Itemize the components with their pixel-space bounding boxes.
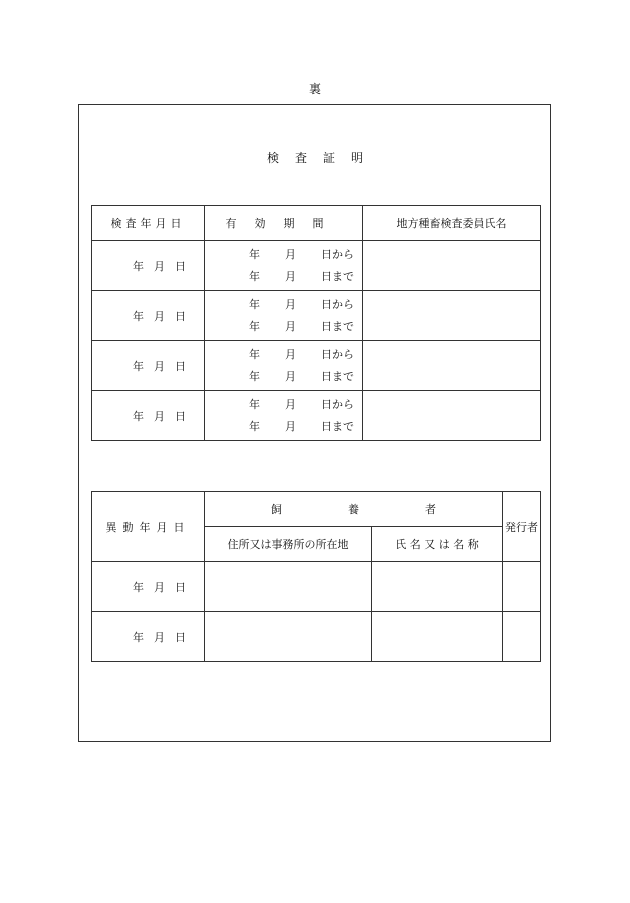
period-from-line: 年 月 日から (249, 347, 354, 361)
transfer-row (92, 612, 541, 662)
transfer-date-cell[interactable]: 年月日 (92, 562, 205, 612)
issuer-header: 発行者 (503, 492, 541, 562)
inspection-date-cell[interactable]: 年月日 (92, 341, 205, 391)
transfer-date-header: 異動年月日 (92, 492, 205, 562)
address-header: 住所又は事務所の所在地 (205, 527, 372, 562)
address-cell[interactable] (205, 612, 372, 662)
period-to-line: 年 月 日まで (249, 419, 354, 433)
inspection-header-row (92, 206, 541, 241)
inspection-date-cell[interactable]: 年月日 (92, 391, 205, 441)
inspection-row (92, 291, 541, 341)
inspector-name-header: 地方種畜検査委員氏名 (363, 206, 541, 241)
period-from-line: 年 月 日から (249, 397, 354, 411)
validity-period-cell[interactable] (205, 391, 363, 441)
issuer-cell[interactable] (503, 562, 541, 612)
inspection-row (92, 341, 541, 391)
inspection-table (91, 205, 541, 441)
period-to-line: 年 月 日まで (249, 269, 354, 283)
period-to-line: 年 月 日まで (249, 319, 354, 333)
period-to-line: 年 月 日まで (249, 369, 354, 383)
validity-period-cell[interactable] (205, 341, 363, 391)
issuer-cell[interactable] (503, 612, 541, 662)
inspection-row (92, 241, 541, 291)
inspection-date-cell[interactable]: 年月日 (92, 241, 205, 291)
owner-name-header: 氏 名 又 は 名 称 (372, 527, 503, 562)
transfer-date-cell[interactable]: 年月日 (92, 612, 205, 662)
inspector-name-cell[interactable] (363, 291, 541, 341)
certificate-title: 検査証明 (266, 151, 379, 165)
transfer-header-row (92, 492, 541, 527)
period-from-line: 年 月 日から (249, 297, 354, 311)
period-from-line: 年 月 日から (249, 247, 354, 261)
owner-name-cell[interactable] (372, 562, 503, 612)
keeper-header: 飼養者 (205, 492, 503, 527)
validity-period-cell[interactable] (205, 241, 363, 291)
address-cell[interactable] (205, 562, 372, 612)
validity-period-cell[interactable] (205, 291, 363, 341)
inspection-date-cell[interactable]: 年月日 (92, 291, 205, 341)
page-side-label: 裏 (308, 82, 321, 96)
inspection-date-header: 検査年月日 (92, 206, 205, 241)
inspector-name-cell[interactable] (363, 241, 541, 291)
inspector-name-cell[interactable] (363, 341, 541, 391)
inspector-name-cell[interactable] (363, 391, 541, 441)
transfer-row (92, 562, 541, 612)
validity-period-header: 有効期間 (205, 206, 363, 241)
transfer-table (91, 491, 541, 662)
inspection-row (92, 391, 541, 441)
owner-name-cell[interactable] (372, 612, 503, 662)
